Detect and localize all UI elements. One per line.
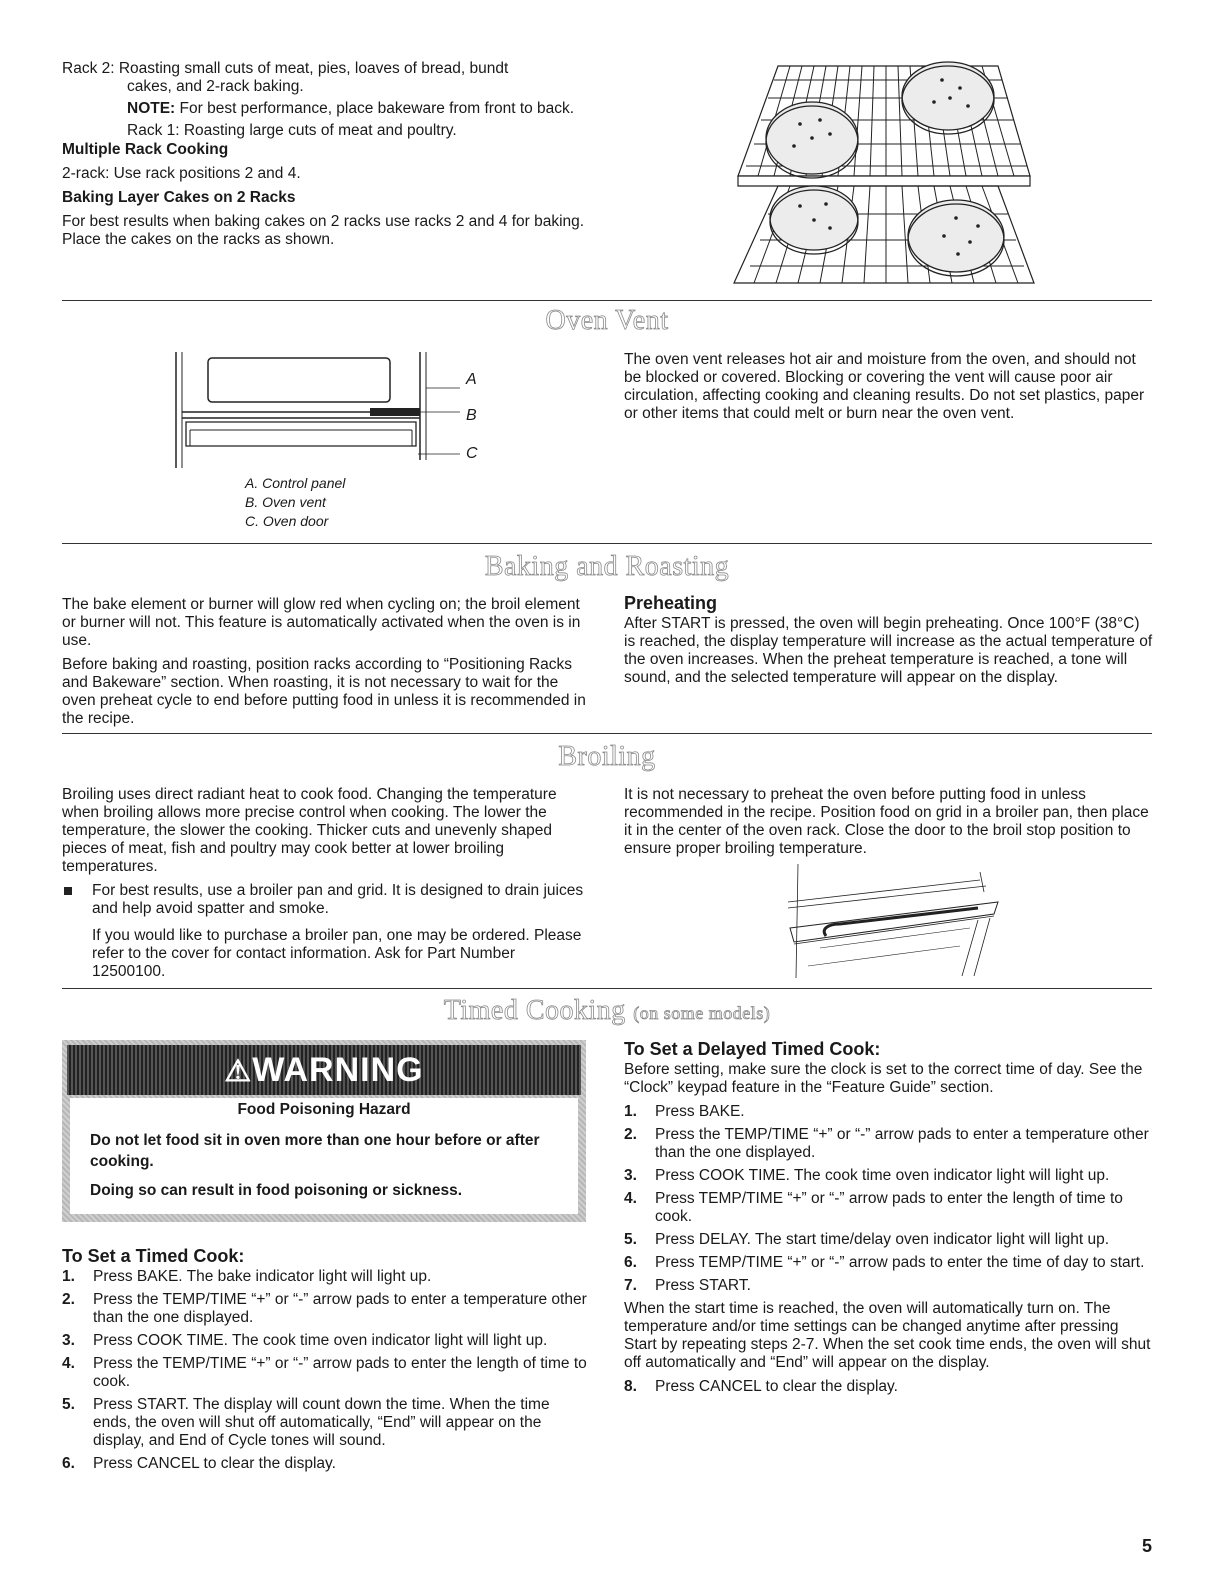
- delayed-cook-heading: To Set a Delayed Timed Cook:: [624, 1039, 881, 1059]
- rack2-text-cont: cakes, and 2-rack baking.: [127, 78, 304, 95]
- multi-rack-text: 2-rack: Use rack positions 2 and 4.: [62, 165, 301, 182]
- list-item: 3. Press COOK TIME. The cook time oven indicator light will light up.: [62, 1332, 548, 1349]
- list-item: 1. Press BAKE. The bake indicator light will light up.: [62, 1268, 432, 1285]
- preheating-text: After START is pressed, the oven will begin preheating. Once 100°F (38°C) is reached, the display temperature will increase as the actual temperature of the oven increases. When the preheat temperature is reached, a tone will sound, and the selected temperature will appear on the display.: [624, 615, 1153, 686]
- list-item: 5. Press START. The display will count down the time. When the time ends, the oven will shut off automatically, “End” will appear on the display, and End of Cycle tones will sound.: [62, 1396, 550, 1449]
- list-item: 8. Press CANCEL to clear the display.: [624, 1378, 898, 1395]
- vent-captions: [245, 474, 345, 531]
- timed-cook-heading: To Set a Timed Cook:: [62, 1246, 245, 1266]
- layer-cakes-text: For best results when baking cakes on 2 racks use racks 2 and 4 for baking. Place the cakes on the racks as shown.: [62, 213, 585, 248]
- list-item: 5. Press DELAY. The start time/delay oven indicator light will light up.: [624, 1231, 1110, 1248]
- delayed-cook-final-step: [624, 1378, 1154, 1396]
- oven-vent-text: The oven vent releases hot air and moisture from the oven, and should not be blocked or covered. Blocking or covering the vent will cause poor air circulation, affecting cooking and cleaning results. Do not set plastics, paper or other items that could melt or burn near the oven vent.: [624, 351, 1145, 422]
- broiling-right-text: It is not necessary to preheat the oven before putting food in unless recommended in the recipe. Position food on grid in a broiler pan, then place it in the center of the oven rack. Close the door to the broil stop position to ensure proper broiling temperature.: [624, 786, 1149, 857]
- warning-box: [62, 1040, 586, 1222]
- warning-line2: Doing so can result in food poisoning or sickness.: [90, 1182, 463, 1199]
- broiling-p2: If you would like to purchase a broiler pan, one may be ordered. Please refer to the cover for contact information. Ask for Part Number 12500100.: [92, 927, 582, 980]
- broiling-left-col: [62, 786, 592, 981]
- rack2-text: Rack 2: Roasting small cuts of meat, pies, loaves of bread, bundt: [62, 60, 509, 77]
- delayed-cook-col: [624, 1040, 1154, 1401]
- list-item: 1. Press BAKE.: [624, 1103, 745, 1120]
- preheating-col: [624, 594, 1154, 687]
- list-item: 6. Press CANCEL to clear the display.: [62, 1455, 336, 1472]
- vent-label-b: B: [466, 407, 477, 424]
- caption-oven-vent: B. Oven vent: [245, 494, 326, 510]
- list-item: 2. Press the TEMP/TIME “+” or “-” arrow pads to enter a temperature other than the one displayed.: [62, 1291, 587, 1326]
- page-number: 5: [1141, 1536, 1152, 1556]
- warning-line1: Do not let food sit in oven more than one hour before or after cooking.: [90, 1132, 540, 1170]
- broiling-bullet-text: For best results, use a broiler pan and grid. It is designed to drain juices and help avoid spatter and smoke.: [92, 882, 584, 917]
- baking-p2: Before baking and roasting, position racks according to “Positioning Racks and Bakeware” section. When roasting, it is not necessary to wait for the oven preheat cycle to end before putting food in unless it is recommended in the recipe.: [62, 656, 586, 727]
- oven-vent-title: Oven Vent: [545, 305, 669, 336]
- preheating-heading: Preheating: [624, 593, 718, 613]
- divider-3: [62, 733, 1152, 734]
- list-item: 4. Press the TEMP/TIME “+” or “-” arrow pads to enter the length of time to cook.: [62, 1355, 587, 1390]
- note-paragraph: [62, 100, 587, 118]
- list-item: 2. Press the TEMP/TIME “+” or “-” arrow pads to enter a temperature other than the one displayed.: [624, 1126, 1149, 1161]
- rack1-text: Rack 1: Roasting large cuts of meat and poultry.: [127, 122, 457, 139]
- broiling-bullet: [62, 882, 592, 918]
- list-item: 6. Press TEMP/TIME “+” or “-” arrow pads to enter the time of day to start.: [624, 1254, 1145, 1271]
- warning-banner-text: [67, 1045, 581, 1095]
- vent-label-c: C: [466, 445, 478, 462]
- broiling-title: Broiling: [558, 741, 656, 772]
- divider-4: [62, 988, 1152, 989]
- list-item: 7. Press START.: [624, 1277, 751, 1294]
- delayed-cook-steps: [624, 1103, 1154, 1295]
- delayed-cook-after: When the start time is reached, the oven will automatically turn on. The temperature and/or time settings can be changed anytime after pressing Start by repeating steps 2-7. When the set cook time ends, the oven will shut off automatically and “End” will appear on the display.: [624, 1300, 1151, 1371]
- oven-door-broil-illustration: [780, 862, 1010, 980]
- bullet-square-icon: [64, 887, 72, 895]
- warning-content: [70, 1098, 578, 1214]
- timed-cooking-title: [62, 995, 1152, 1026]
- caption-control-panel: A. Control panel: [245, 475, 346, 491]
- warning-hazard: Food Poisoning Hazard: [237, 1101, 411, 1118]
- caption-oven-door: C. Oven door: [245, 513, 329, 529]
- timed-cook-steps: [62, 1268, 590, 1473]
- warning-banner: [67, 1045, 581, 1095]
- baking-p1: The bake element or burner will glow red when cycling on; the broil element or burner will not. This feature is automatically activated when the oven is in use.: [62, 596, 581, 649]
- delayed-cook-intro: Before setting, make sure the clock is set to the correct time of day. See the “Clock” keypad feature in the “Feature Guide” section.: [624, 1061, 1143, 1096]
- rack-cakes-illustration: [730, 58, 1040, 288]
- timed-cooking-title-suffix: (on some models): [633, 1003, 771, 1023]
- multi-rack-heading: Multiple Rack Cooking: [62, 141, 229, 158]
- rack-text-block: [62, 60, 587, 249]
- note-text: For best performance, place bakeware from front to back.: [175, 100, 575, 117]
- oven-vent-diagram: [170, 350, 490, 470]
- timed-cooking-title-main: Timed Cooking: [443, 995, 626, 1026]
- list-item: 3. Press COOK TIME. The cook time oven indicator light will light up.: [624, 1167, 1110, 1184]
- baking-title: Baking and Roasting: [484, 551, 730, 582]
- layer-cakes-heading: Baking Layer Cakes on 2 Racks: [62, 189, 296, 206]
- note-label: NOTE:: [127, 100, 176, 117]
- timed-cook-col: [62, 1247, 590, 1478]
- warning-word: WARNING: [252, 1051, 424, 1089]
- vent-label-a: A: [466, 371, 477, 388]
- broiling-p1: Broiling uses direct radiant heat to cook food. Changing the temperature when broiling allows more precise control when cooking. The lower the temperature, the slower the cooking. Thicker cuts and unevenly shaped pieces of meat, fish and poultry may cook better at lower broiling temperatures.: [62, 786, 557, 875]
- baking-left-col: [62, 596, 592, 728]
- divider-2: [62, 543, 1152, 544]
- list-item: 4. Press TEMP/TIME “+” or “-” arrow pads to enter the length of time to cook.: [624, 1190, 1123, 1225]
- divider-1: [62, 300, 1152, 301]
- warning-triangle-icon: ⚠: [224, 1055, 253, 1088]
